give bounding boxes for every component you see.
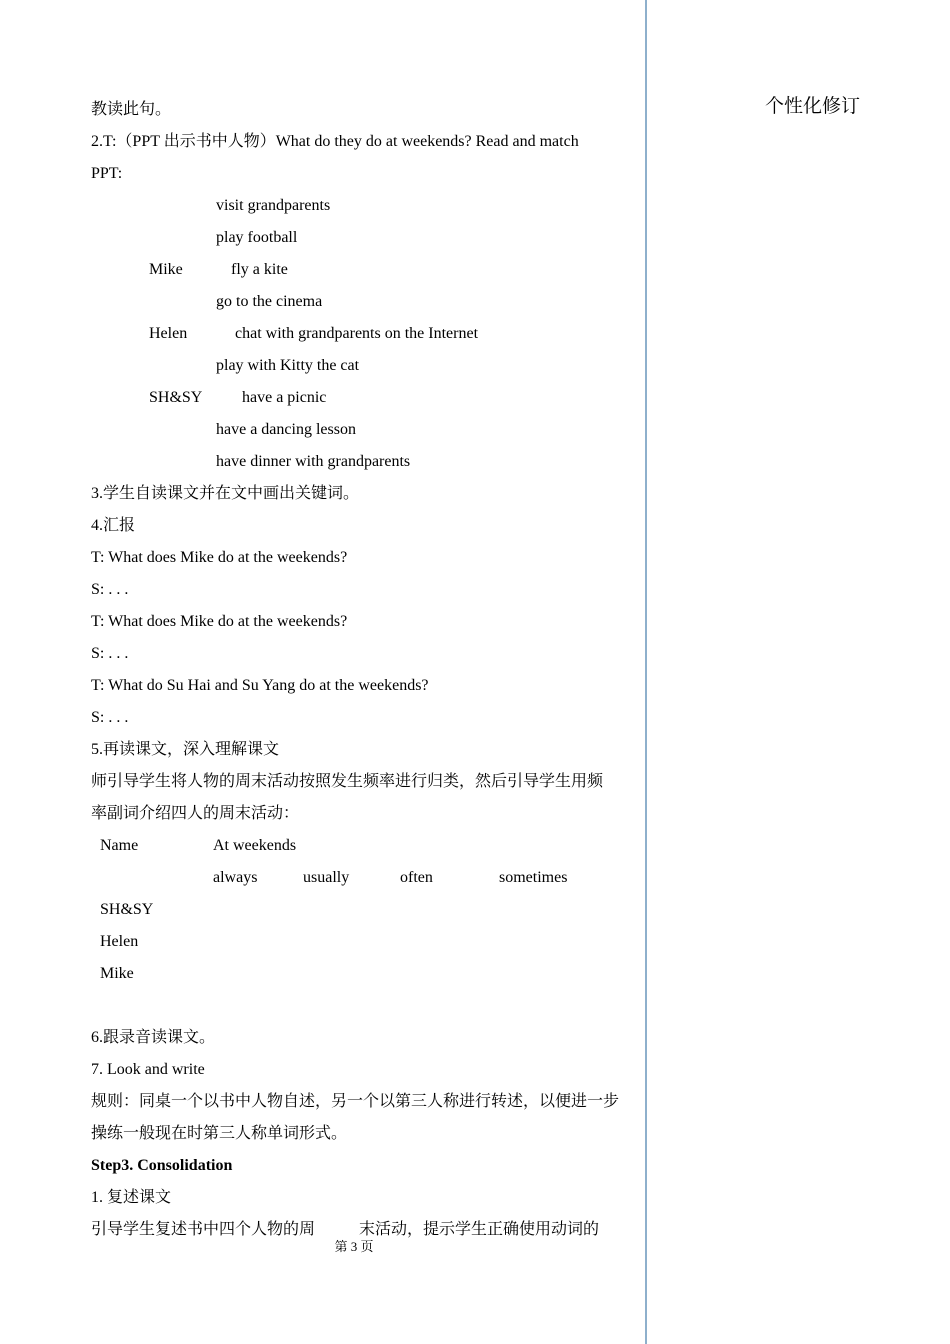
text-line: 2.T:（PPT 出示书中人物）What do they do at weekends? Read and match [91,133,579,150]
row-name: Helen [100,933,139,950]
lesson-body [91,94,636,1246]
row-name: SH&SY [100,901,154,918]
text-line: 教读此句。 [91,101,172,118]
match-row [91,382,636,414]
frequency-label: often [400,869,433,886]
text-line: S: . . . [91,645,129,662]
match-activity: play with Kitty the cat [216,357,360,374]
match-person: SH&SY [149,389,203,406]
text-line: T: What do Su Hai and Su Yang do at the weekends? [91,677,429,694]
match-activity: play football [216,229,298,246]
section-heading: Step3. Consolidation [91,1157,233,1174]
match-person: Mike [149,261,183,278]
blank-line [91,990,636,1022]
match-person: Helen [149,325,188,342]
match-row [91,318,636,350]
text-line: 7. Look and write [91,1061,205,1078]
text-line: S: . . . [91,581,129,598]
match-activity: have a dancing lesson [216,421,356,438]
text-line: T: What does Mike do at the weekends? [91,613,348,630]
match-activity: visit grandparents [216,197,331,214]
row-name: Mike [100,965,134,982]
match-activity: chat with grandparents on the Internet [235,325,479,342]
text-line: 规则：同桌一个以书中人物自述，另一个以第三人称进行转述，以便进一步 [91,1093,620,1110]
column-header: At weekends [213,837,297,854]
text-line: 3.学生自读课文并在文中画出关键词。 [91,485,360,502]
text-line: PPT: [91,165,123,182]
text-fragment: 末活动，提示学生正确使用动词的 [359,1221,600,1238]
text-line: 5.再读课文，深入理解课文 [91,741,280,758]
margin-divider [645,0,647,1344]
revision-column-title: 个性化修订 [765,95,861,117]
match-activity: fly a kite [231,261,288,278]
text-fragment: 引导学生复述书中四个人物的周 [91,1221,316,1238]
frequency-label: usually [303,869,350,886]
frequency-table-header [91,830,636,862]
text-line: 率副词介绍四人的周末活动： [91,805,300,822]
page-number: 第 3 页 [334,1239,374,1254]
table-row [91,958,636,990]
match-activity: go to the cinema [216,293,323,310]
match-activity: have dinner with grandparents [216,453,411,470]
match-activity: have a picnic [242,389,327,406]
text-line: 4.汇报 [91,517,136,534]
text-line: 6.跟录音读课文。 [91,1029,216,1046]
match-row [91,254,636,286]
table-row [91,894,636,926]
text-line: 师引导学生将人物的周末活动按照发生频率进行归类，然后引导学生用频 [91,773,604,790]
text-line: 操练一般现在时第三人称单词形式。 [91,1125,348,1142]
text-line: T: What does Mike do at the weekends? [91,549,348,566]
frequency-table-subheader [91,862,636,894]
frequency-label: sometimes [499,869,568,886]
text-line: S: . . . [91,709,129,726]
text-line: 1. 复述课文 [91,1189,172,1206]
table-row [91,926,636,958]
frequency-label: always [213,869,258,886]
column-header: Name [100,837,139,854]
